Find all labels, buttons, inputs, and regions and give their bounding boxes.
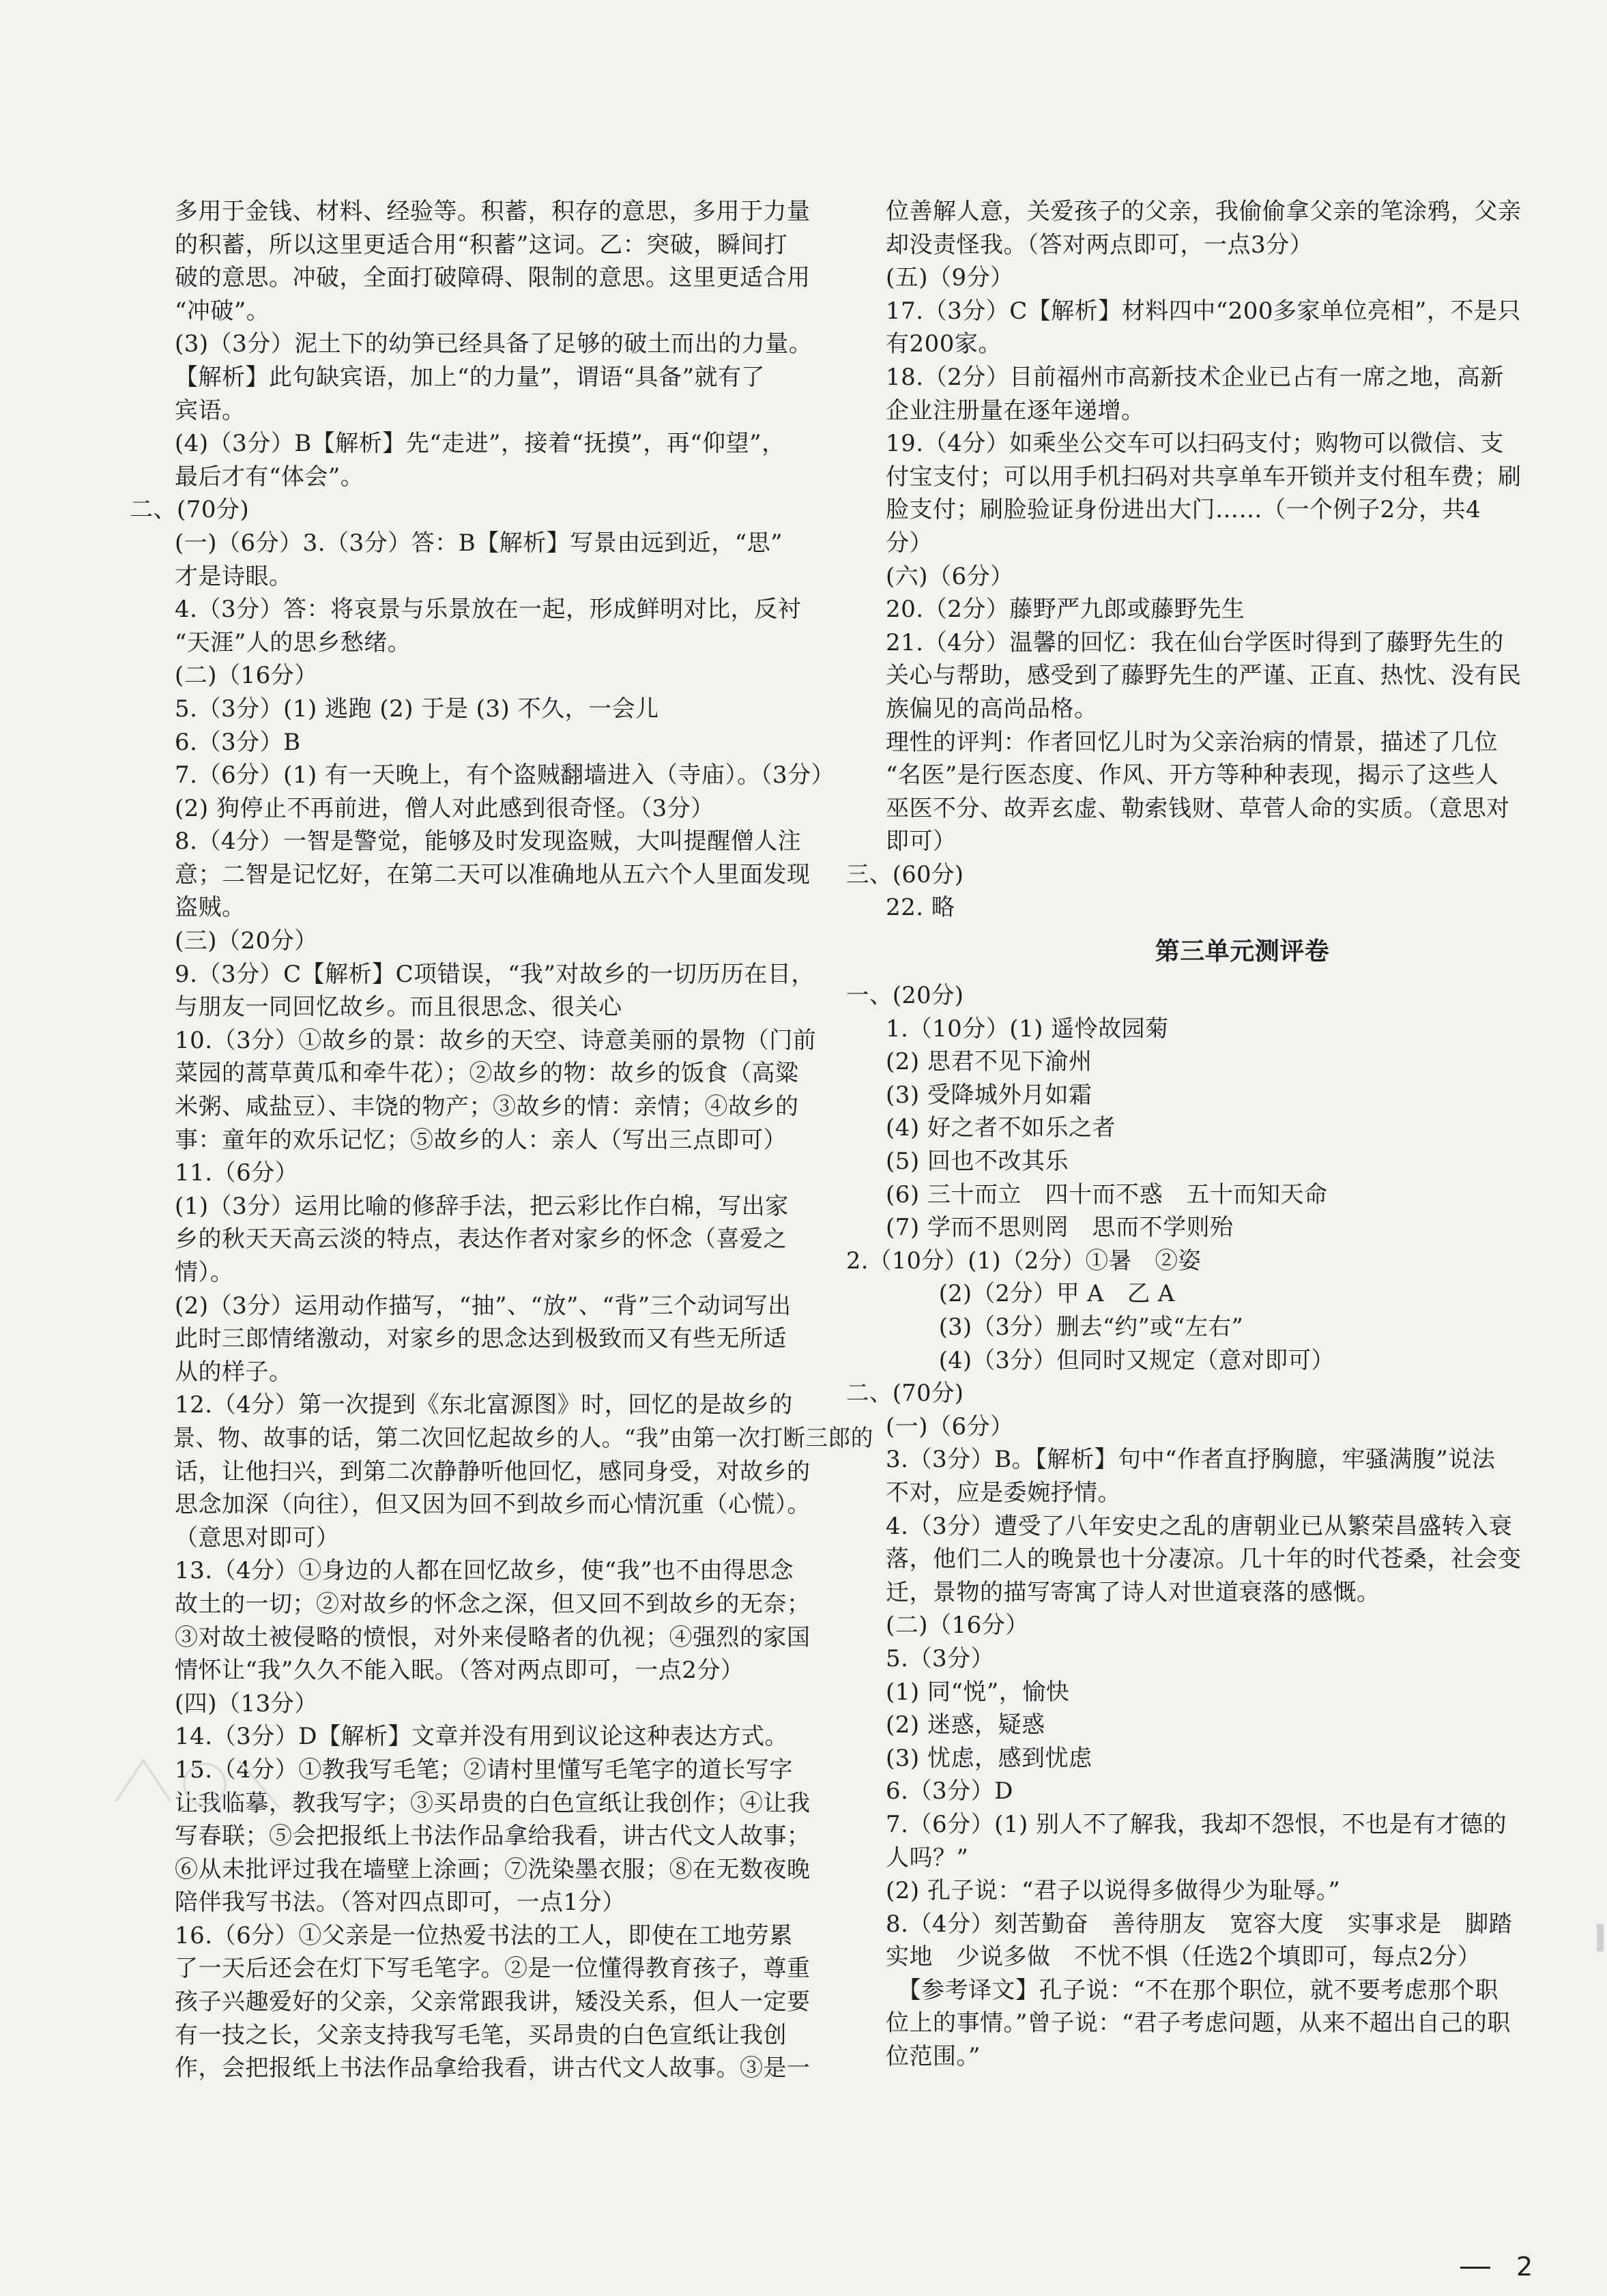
text-line: 20.（2分）藤野严九郎或藤野先生 (886, 596, 1245, 624)
text-line: 21.（4分）温馨的回忆：我在仙台学医时得到了藤野先生的 (886, 628, 1504, 656)
text-line: (五)（9分） (886, 264, 1014, 292)
text-line: (4)（3分）但同时又规定（意对即可） (846, 1346, 1335, 1374)
text-line: 多用于金钱、材料、经验等。积蓄，积存的意思，多用于力量 (175, 198, 811, 225)
text-line: (三)（20分） (175, 927, 318, 955)
text-line: 4.（3分）遭受了八年安史之乱的唐朝业已从繁荣昌盛转入衰 (886, 1512, 1513, 1540)
text-line: 分） (886, 529, 933, 557)
text-line: (4)（3分）B【解析】先“走进”，接着“抚摸”，再“仰望”， (175, 430, 785, 458)
text-line: 11.（6分） (175, 1159, 299, 1187)
text-line: 二、(70分) (846, 1380, 964, 1408)
text-line: (3) 受降城外月如霜 (886, 1081, 1092, 1109)
text-line: 巫医不分、故弄玄虚、勒索钱财、草菅人命的实质。（意思对 (886, 794, 1510, 822)
text-line: 5.（3分） (886, 1644, 995, 1672)
text-line: 12.（4分）第一次提到《东北富源图》时，回忆的是故乡的 (175, 1391, 793, 1419)
text-line: 不对，应是委婉抒情。 (886, 1479, 1121, 1507)
text-line: 付宝支付；可以用手机扫码对共享单车开锁并支付租车费；刷 (886, 463, 1522, 491)
text-line: 理性的评判：作者回忆儿时为父亲治病的情景，描述了几位 (886, 728, 1498, 756)
text-line: 8.（4分）刻苦勤奋 善待朋友 宽容大度 实事求是 脚踏 (886, 1910, 1513, 1938)
text-line: (2)（2分）甲 A 乙 A (846, 1280, 1175, 1308)
text-line: 位善解人意，关爱孩子的父亲，我偷偷拿父亲的笔涂鸦，父亲 (886, 198, 1522, 225)
text-line: (3)（3分）删去“约”或“左右” (846, 1313, 1244, 1341)
text-line: （意思对即可） (175, 1524, 340, 1552)
text-line: 18.（2分）目前福州市高新技术企业已占有一席之地，高新 (886, 363, 1504, 391)
text-line: (一)（6分）3.（3分）答：B【解析】写景由远到近，“思” (175, 529, 783, 557)
text-line: 迁，景物的描写寄寓了诗人对世道衰落的感慨。 (886, 1578, 1380, 1606)
text-line: (2) 孔子说：“君子以说得多做得少为耻辱。” (886, 1877, 1341, 1905)
text-line: (2) 思君不见下渝州 (886, 1048, 1092, 1076)
text-line: (4) 好之者不如乐之者 (886, 1114, 1116, 1142)
text-line: 景、物、故事的话，第二次回忆起故乡的人。“我”由第一次打断三郎的 (173, 1424, 873, 1452)
text-line: (7) 学而不思则罔 思而不学则殆 (886, 1214, 1234, 1242)
text-line: 9.（3分）C【解析】C项错误，“我”对故乡的一切历历在目， (175, 960, 815, 988)
text-line: 米粥、咸盐豆）、丰饶的物产；③故乡的情：亲情；④故乡的 (175, 1093, 799, 1121)
text-line: 了一天后还会在灯下写毛笔字。②是一位懂得教育孩子，尊重 (175, 1955, 811, 1983)
text-line: 位范围。” (886, 2043, 981, 2071)
text-line: 意；二智是记忆好，在第二天可以准确地从五六个人里面发现 (175, 860, 811, 888)
text-line: (六)（6分） (886, 562, 1014, 590)
text-line: 孩子兴趣爱好的父亲，父亲常跟我讲，矮没关系，但人一定要 (175, 1988, 811, 2016)
text-line: 话，让他扫兴，到第二次静静听他回忆，感同身受，对故乡的 (175, 1457, 811, 1485)
text-line: 破的意思。冲破，全面打破障碍、限制的意思。这里更适合用 (175, 264, 811, 292)
text-line: 宾语。 (175, 396, 246, 424)
text-line: 有200家。 (886, 330, 1002, 358)
text-line: 情怀让“我”久久不能入眠。（答对两点即可，一点2分） (175, 1657, 744, 1685)
text-line: 情）。 (175, 1259, 234, 1286)
text-line: 却没责怪我。（答对两点即可，一点3分） (886, 231, 1314, 259)
text-line: 作，会把报纸上书法作品拿给我看，讲古代文人故事。③是一 (175, 2054, 811, 2082)
section-title: 第三单元测评卷 (1155, 938, 1330, 966)
text-line: 与朋友一同回忆故乡。而且很思念、很关心 (175, 993, 622, 1021)
text-line: 7.（6分）(1) 有一天晚上，有个盗贼翻墙进入（寺庙）。（3分） (175, 761, 835, 789)
text-line: 【参考译文】孔子说：“不在那个职位，就不要考虑那个职 (886, 1976, 1499, 2004)
edge-mark (1597, 1924, 1604, 1951)
text-line: (二)（16分） (886, 1612, 1029, 1640)
text-line: 族偏见的高尚品格。 (886, 695, 1098, 723)
text-line: ③对故土被侵略的愤恨，对外来侵略者的仇视；④强烈的家国 (175, 1623, 811, 1651)
text-line: 故土的一切；②对故乡的怀念之深，但又回不到故乡的无奈； (175, 1590, 811, 1618)
text-line: 位上的事情。”曾子说：“君子考虑问题，从来不超出自己的职 (886, 2009, 1511, 2037)
text-line: 17.（3分）C【解析】材料四中“200多家单位亮相”，不是只 (886, 297, 1521, 325)
text-line: (1) 同“悦”，愉快 (886, 1678, 1070, 1706)
text-line: 16.（6分）①父亲是一位热爱书法的工人，即使在工地劳累 (175, 1921, 793, 1949)
text-line: (2) 狗停止不再前进，僧人对此感到很奇怪。（3分） (175, 794, 714, 822)
text-line: 1.（10分）(1) 遥怜故园菊 (886, 1015, 1169, 1043)
text-line: 菜园的蒿草黄瓜和牵牛花）；②故乡的物：故乡的饭食（高粱 (175, 1060, 799, 1088)
text-line: 22. 略 (886, 894, 955, 922)
text-line: (3) 忧虑，感到忧虑 (886, 1744, 1092, 1772)
text-line: 19.（4分）如乘坐公交车可以扫码支付；购物可以微信、支 (886, 430, 1504, 458)
text-line: “名医”是行医态度、作风、开方等种种表现，揭示了这些人 (886, 761, 1499, 789)
text-line: 三、(60分) (846, 860, 964, 888)
text-line: 思念加深（向往），但又因为回不到故乡而心情沉重（心慌）。 (175, 1491, 811, 1519)
text-line: 陪伴我写书法。（答对四点即可，一点1分） (175, 1889, 626, 1917)
text-line: 企业注册量在逐年递增。 (886, 396, 1145, 424)
text-line: 6.（3分）B (175, 728, 301, 756)
text-line: 2.（10分）(1)（2分）①暑 ②姿 (846, 1247, 1202, 1275)
text-line: 此时三郎情绪激动，对家乡的思念达到极致而又有些无所适 (175, 1325, 787, 1353)
text-line: 14.（3分）D【解析】文章并没有用到议论这种表达方式。 (175, 1723, 788, 1751)
text-line: 13.（4分）①身边的人都在回忆故乡，使“我”也不由得思念 (175, 1557, 794, 1585)
text-line: 7.（6分）(1) 别人不了解我，我却不怨恨，不也是有才德的 (886, 1810, 1507, 1838)
text-line: (5) 回也不改其乐 (886, 1148, 1069, 1176)
text-line: 事：童年的欢乐记忆；⑤故乡的人：亲人（写出三点即可） (175, 1126, 787, 1154)
text-line: 脸支付；刷脸验证身份进出大门……（一个例子2分，共4 (886, 496, 1481, 524)
text-line: 【解析】此句缺宾语，加上“的力量”，谓语“具备”就有了 (175, 363, 766, 391)
text-line: (2)（3分）运用动作描写，“抽”、“放”、“背”三个动词写出 (175, 1292, 792, 1320)
text-line: 的积蓄，所以这里更适合用“积蓄”这词。乙：突破，瞬间打 (175, 231, 788, 259)
text-line: 一、(20分) (846, 982, 964, 1010)
text-line: 从的样子。 (175, 1358, 293, 1386)
text-line: 5.（3分）(1) 逃跑 (2) 于是 (3) 不久，一会儿 (175, 695, 659, 723)
text-line: (二)（16分） (175, 662, 318, 690)
text-line: 二、(70分) (130, 496, 250, 524)
text-line: 才是诗眼。 (175, 562, 293, 590)
text-line: (2) 迷惑，疑惑 (886, 1711, 1045, 1739)
text-line: 写春联；⑤会把报纸上书法作品拿给我看，讲古代文人故事； (175, 1822, 811, 1850)
text-line: 乡的秋天天高云淡的特点，表达作者对家乡的怀念（喜爱之 (175, 1225, 787, 1253)
text-line: “冲破”。 (175, 297, 270, 325)
text-line: 即可） (886, 828, 957, 856)
text-line: 盗贼。 (175, 894, 246, 922)
text-line: 10.（3分）①故乡的景：故乡的天空、诗意美丽的景物（门前 (175, 1026, 817, 1054)
faint-watermark (102, 1747, 307, 1829)
text-line: ⑥从未批评过我在墙壁上涂画；⑦洗染墨衣服；⑧在无数夜晚 (175, 1855, 811, 1883)
text-line: 有一技之长，父亲支持我写毛笔，买昂贵的白色宣纸让我创 (175, 2021, 787, 2049)
text-line: 落，他们二人的晚景也十分凄凉。几十年的时代苍桑，社会变 (886, 1545, 1522, 1573)
page-number-dash (1460, 2267, 1490, 2269)
text-line: 让我临摹，教我写字；③买昂贵的白色宣纸让我创作；④让我 (175, 1789, 811, 1817)
text-line: (1)（3分）运用比喻的修辞手法，把云彩比作白棉，写出家 (175, 1192, 789, 1220)
text-line: 15.（4分）①教我写毛笔；②请村里懂写毛笔字的道长写字 (175, 1756, 793, 1784)
text-line: 人吗？” (886, 1844, 969, 1872)
text-line: 6.（3分）D (886, 1777, 1013, 1805)
text-line: 最后才有“体会”。 (175, 463, 364, 491)
text-line: (3)（3分）泥土下的幼笋已经具备了足够的破土而出的力量。 (175, 330, 813, 358)
text-line: “天涯”人的思乡愁绪。 (175, 628, 411, 656)
page-number: 2 (1516, 2252, 1533, 2282)
text-line: 3.（3分）B。【解析】句中“作者直抒胸臆，牢骚满腹”说法 (886, 1446, 1496, 1474)
text-line: (一)（6分） (886, 1412, 1014, 1440)
text-line: 4.（3分）答：将哀景与乐景放在一起，形成鲜明对比，反衬 (175, 596, 802, 624)
right-column (846, 195, 1599, 2074)
text-line: (6) 三十而立 四十而不惑 五十而知天命 (886, 1180, 1328, 1208)
text-line: 8.（4分）一智是警觉，能够及时发现盗贼，大叫提醒僧人注 (175, 828, 802, 856)
text-line: 关心与帮助，感受到了藤野先生的严谨、正直、热忱、没有民 (886, 662, 1522, 690)
text-line: 实地 少说多做 不忧不惧（任选2个填即可，每点2分） (886, 1943, 1481, 1971)
text-line: (四)（13分） (175, 1689, 318, 1717)
